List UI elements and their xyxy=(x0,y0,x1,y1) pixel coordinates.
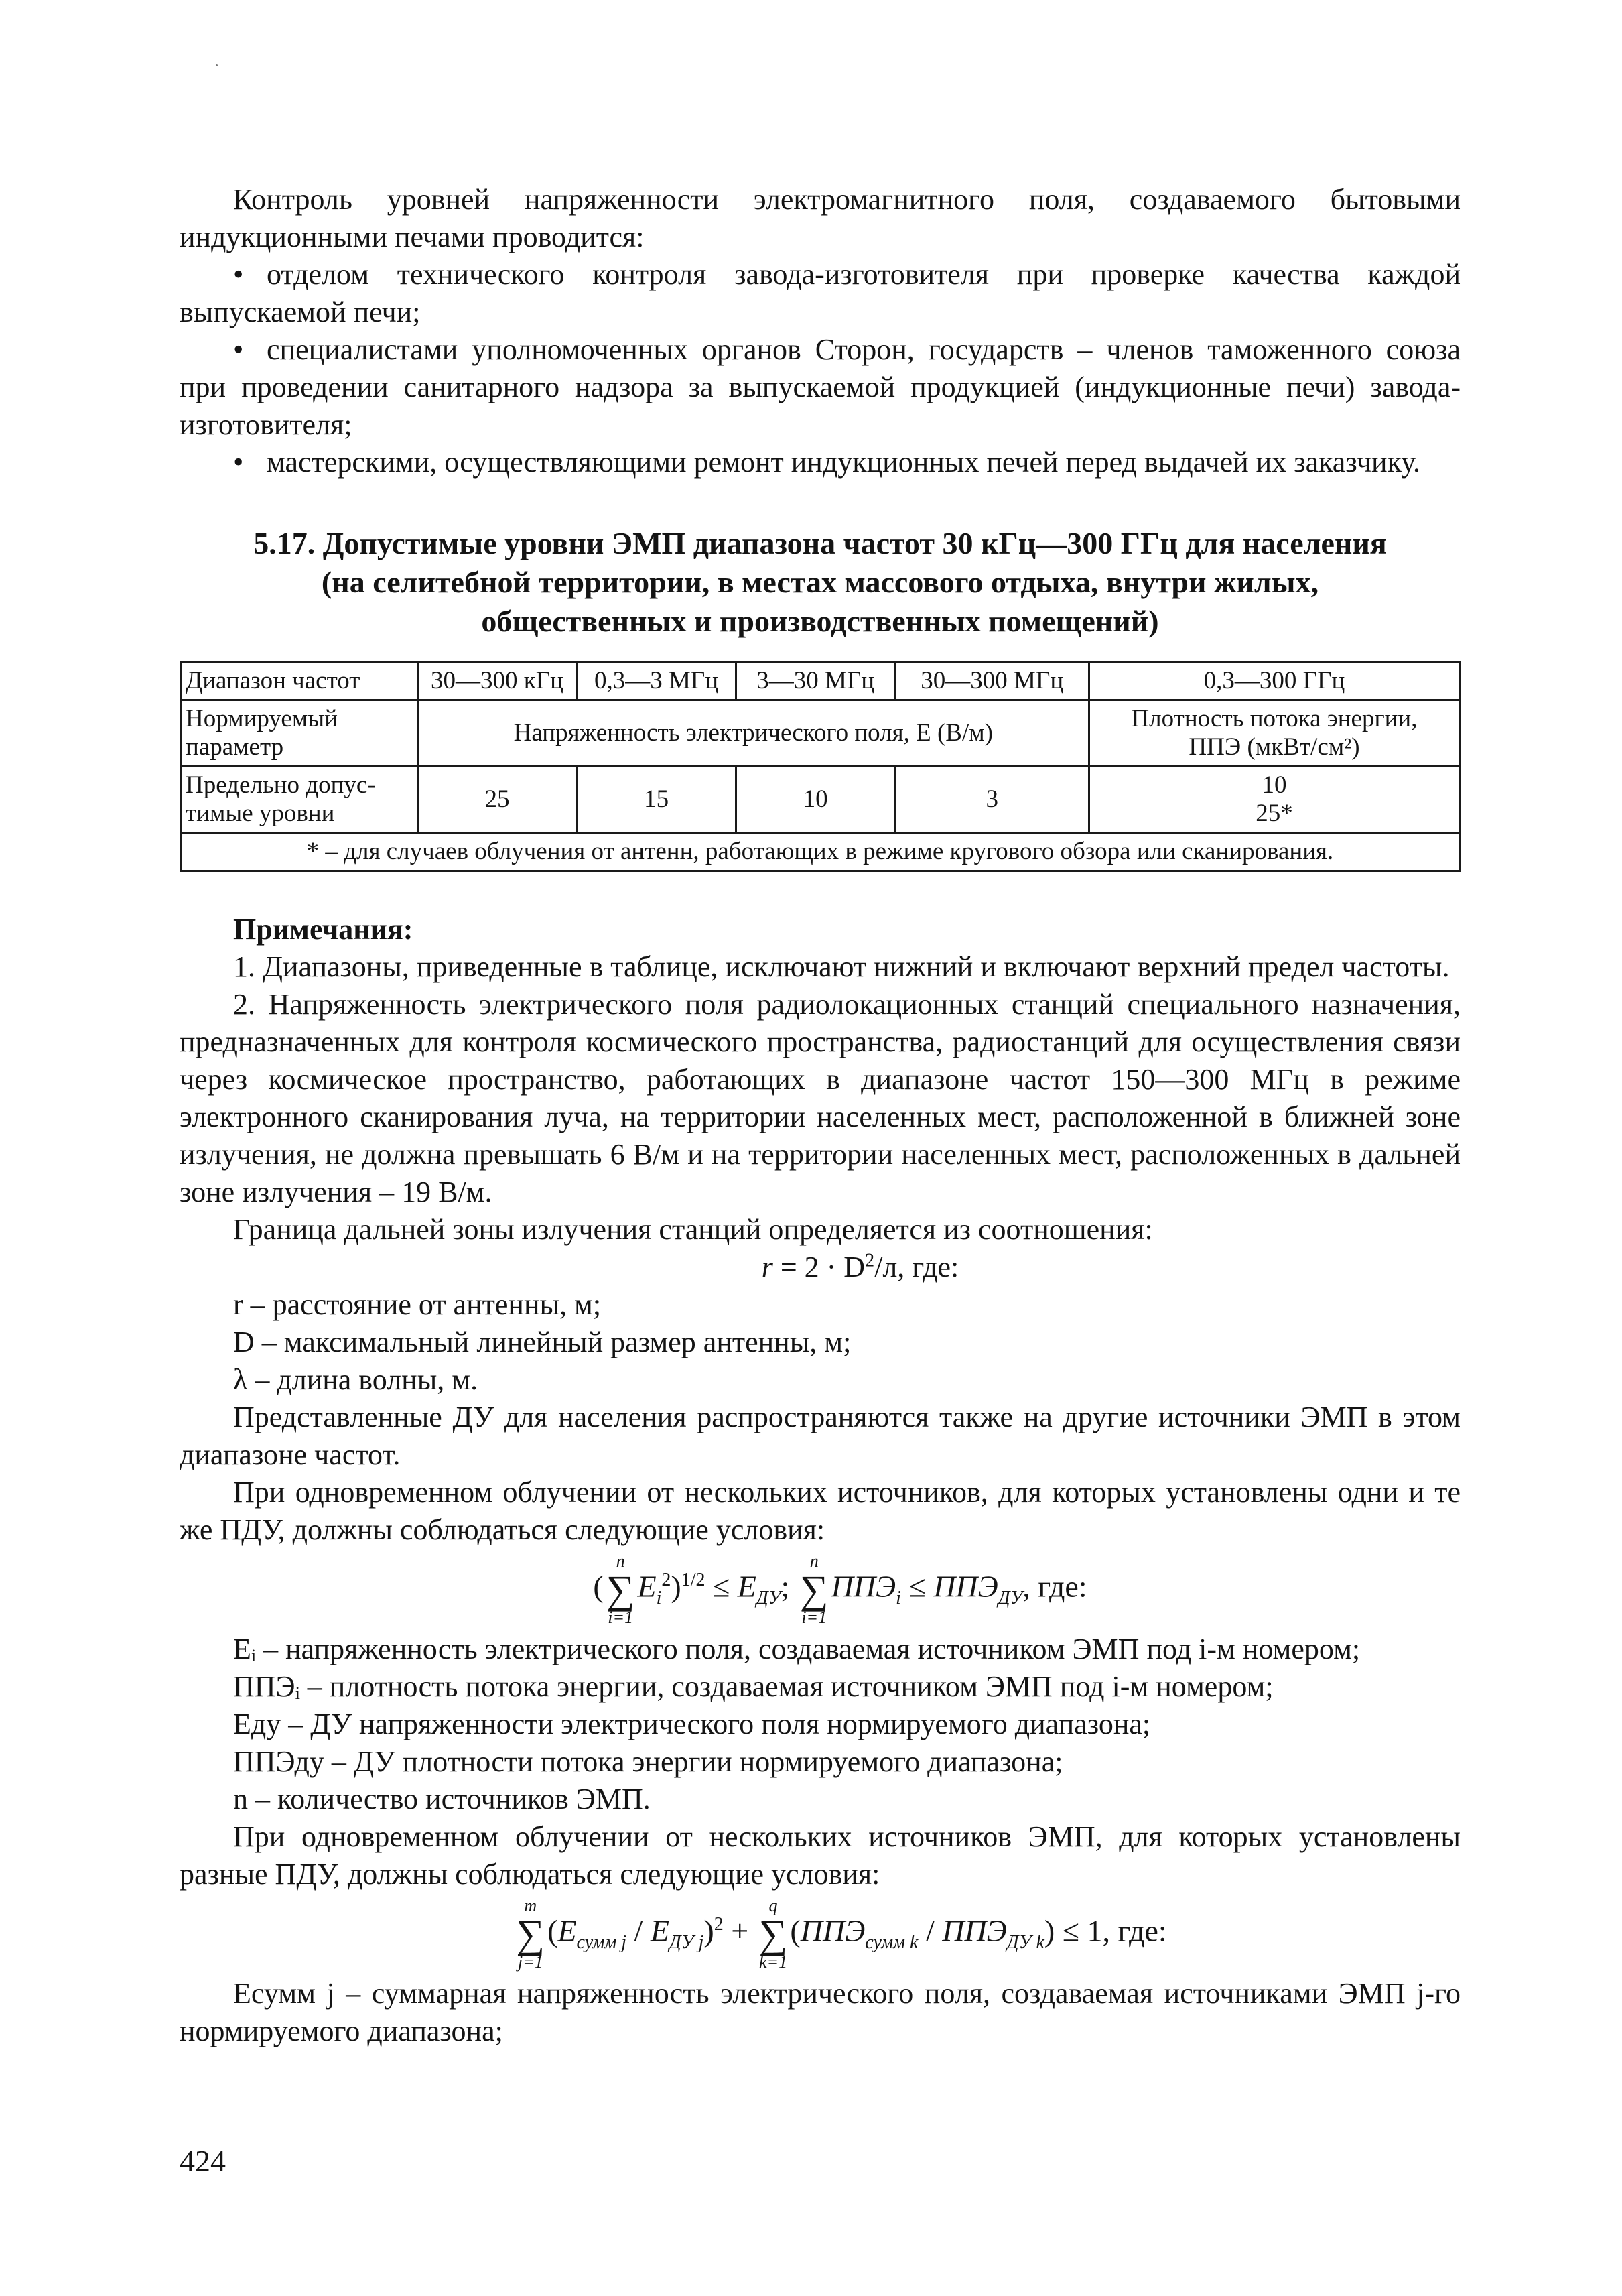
section-title-line-3: общественных и производственных помещений) xyxy=(481,604,1159,638)
bullet-text: специалистами уполномоченных органов Сторон, государств – членов таможенного союза при проведении санитарного надзора за выпускаемой продукцией (индукционные печи) завода-изготовителя; xyxy=(180,333,1461,441)
def-edu: Eду – ДУ напряженности электрического поля нормируемого диапазона; xyxy=(233,1708,1151,1740)
bullet-icon: • xyxy=(233,258,244,291)
table-row xyxy=(181,700,1460,767)
document-page xyxy=(180,181,1461,2050)
formula-diff-pdu: m ∑ j=1 $(E_{сумм j} / E_{ДУ j})^2$ + q ∑ k=1 $(ППЭ_{сумм k} / ППЭ_{ДУ k}) \le 1$, где: xyxy=(516,1896,1167,1972)
def-esum: Eсумм j – суммарная напряженность электрического поля, создаваемая источниками ЭМП j-го нормируемого диапазона; xyxy=(180,1977,1461,2047)
note-2: 2. Напряженность электрического поля радиолокационных станций специального назначения, предназначенных для контроля космического пространства, радиостанций для осуществления связи через космическое пространство, работающих в диапазоне частот 150—300 МГц в режиме электронного сканирования луча, на территории населенных мест, расположенной в ближней зоне излучения, не должна превышать 6 В/м и на территории населенных мест, расположенных в дальней зоне излучения – 19 В/м. xyxy=(180,988,1461,1208)
diff-pdu-text: При одновременном облучении от нескольких источников ЭМП, для которых установлены разные ПДУ, должны соблюдаться следующие условия: xyxy=(180,1820,1461,1891)
table-row xyxy=(181,662,1460,700)
notes-title: Примечания: xyxy=(233,913,413,946)
section-title-line-2: (на селитебной территории, в местах массового отдыха, внутри жилых, xyxy=(321,565,1319,599)
bullet-icon: • xyxy=(233,333,244,366)
table-cell-label: Диапазон частот xyxy=(181,662,418,700)
table-cell-ppe-values: 10 25* xyxy=(1089,767,1459,833)
def-n: n – количество источников ЭМП. xyxy=(233,1783,651,1815)
intro-bullet-1 xyxy=(180,256,1461,331)
table-cell: 10 xyxy=(736,767,895,833)
zone-intro: Граница дальней зоны излучения станций определяется из соотношения: xyxy=(233,1213,1153,1246)
table-cell: 0,3—3 МГц xyxy=(577,662,736,700)
def-d: D – максимальный линейный размер антенны, м; xyxy=(233,1326,852,1358)
def-ppedu: ППЭду – ДУ плотности потока энергии нормируемого диапазона; xyxy=(233,1745,1063,1778)
def-lambda: λ – длина волны, м. xyxy=(233,1363,478,1396)
table-cell: 30—300 МГц xyxy=(895,662,1089,700)
intro-bullet-2 xyxy=(180,331,1461,444)
scan-speck xyxy=(216,64,218,66)
table-cell: 15 xyxy=(577,767,736,833)
same-pdu-text: При одновременном облучении от нескольких источников, для которых установлены одни и те же ПДУ, должны соблюдаться следующие условия: xyxy=(180,1476,1461,1546)
bullet-text: отделом технического контроля завода-изготовителя при проверке качества каждой выпускаемой печи; xyxy=(180,258,1461,328)
table-cell: 3—30 МГц xyxy=(736,662,895,700)
bullet-text: мастерскими, осуществляющими ремонт индукционных печей перед выдачей их заказчику. xyxy=(267,446,1420,479)
table-cell-ppe: Плотность потока энергии, ППЭ (мкВт/см²) xyxy=(1089,700,1459,767)
table-cell-label: Нормируемый параметр xyxy=(181,700,418,767)
table-footnote: * – для случаев облучения от антенн, работающих в режиме кругового обзора или сканирования. xyxy=(181,833,1460,871)
table-cell: 30—300 кГц xyxy=(417,662,577,700)
section-title xyxy=(180,524,1461,641)
table-cell: 0,3—300 ГГц xyxy=(1089,662,1459,700)
section-title-line-1: 5.17. Допустимые уровни ЭМП диапазона частот 30 кГц—300 ГГц для населения xyxy=(253,526,1387,560)
table-row xyxy=(181,767,1460,833)
formula-same-pdu: ( n ∑ i=1 $E_i^2)^{1/2} \le E_{ДУ}$; n ∑ i=1 $ППЭ_i \le ППЭ_{ДУ}$, где: xyxy=(593,1551,1087,1627)
intro-lead: Контроль уровней напряженности электромагнитного поля, создаваемого бытовыми индукционными печами проводится: xyxy=(180,183,1461,253)
table-cell-label: Предельно допус- тимые уровни xyxy=(181,767,418,833)
note-1: 1. Диапазоны, приведенные в таблице, исключают нижний и включают верхний предел частоты. xyxy=(233,950,1450,983)
intro-bullet-3 xyxy=(180,444,1461,481)
table-cell: 25 xyxy=(417,767,577,833)
bullet-icon: • xyxy=(233,446,244,479)
def-ppei: ППЭᵢ – плотность потока энергии, создаваемая источником ЭМП под i-м номером; xyxy=(233,1670,1274,1703)
limits-table xyxy=(180,661,1461,872)
extend-text: Представленные ДУ для населения распространяются также на другие источники ЭМП в этом диапазоне частот. xyxy=(180,1401,1461,1471)
table-cell: 3 xyxy=(895,767,1089,833)
table-cell-e-field: Напряженность электрического поля, Е (В/м) xyxy=(417,700,1089,767)
table-row xyxy=(181,833,1460,871)
page-number: 424 xyxy=(180,2144,226,2178)
formula-far-zone: $r = 2 \cdot D^2/л$, где: xyxy=(761,1250,959,1283)
def-r: r – расстояние от антенны, м; xyxy=(233,1288,602,1321)
def-ei: Eᵢ – напряженность электрического поля, создаваемая источником ЭМП под i-м номером; xyxy=(233,1633,1361,1665)
